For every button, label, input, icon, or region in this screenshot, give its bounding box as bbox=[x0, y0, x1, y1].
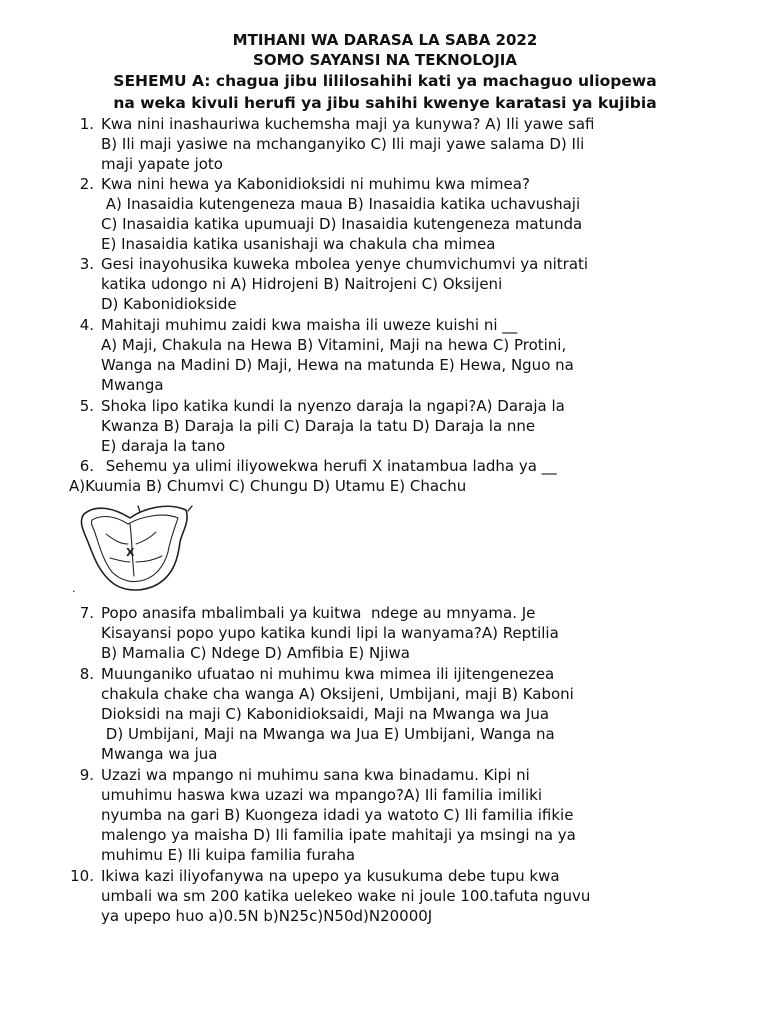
subject-title: SOMO SAYANSI NA TEKNOLOJIA bbox=[253, 51, 517, 69]
question-text-line: Kwa nini hewa ya Kabonidioksidi ni muhimu kwa mimea? bbox=[101, 175, 530, 193]
question-text-line: Mwanga bbox=[101, 376, 164, 394]
exam-title: MTIHANI WA DARASA LA SABA 2022 bbox=[232, 31, 538, 49]
question-text-line: E) Inasaidia katika usanishaji wa chakula cha mimea bbox=[101, 235, 496, 253]
question-text-line: Kwanza B) Daraja la pili C) Daraja la tatu D) Daraja la nne bbox=[101, 417, 536, 435]
question-text-line: C) Inasaidia katika upumuaji D) Inasaidia kutengeneza matunda bbox=[101, 215, 583, 233]
question-text-line: nyumba na gari B) Kuongeza idadi ya watoto C) Ili familia ifikie bbox=[101, 806, 574, 824]
question-number: 7. bbox=[79, 604, 94, 622]
question-number: 1. bbox=[79, 115, 94, 133]
question-text-line: A) Inasaidia kutengeneza maua B) Inasaidia katika uchavushaji bbox=[101, 195, 581, 213]
question-text-line: Popo anasifa mbalimbali ya kuitwa ndege au mnyama. Je bbox=[101, 604, 536, 622]
question-text-line: umbali wa sm 200 katika uelekeo wake ni joule 100.tafuta nguvu bbox=[101, 887, 591, 905]
tongue-diagram bbox=[70, 500, 200, 595]
question-text-line: D) Umbijani, Maji na Mwanga wa Jua E) Umbijani, Wanga na bbox=[101, 725, 555, 743]
question-text-line: malengo ya maisha D) Ili familia ipate mahitaji ya msingi na ya bbox=[101, 826, 576, 844]
instruction-line-1: SEHEMU A: chagua jibu lililosahihi kati ya machaguo uliopewa bbox=[113, 72, 657, 90]
question-text-line: Shoka lipo katika kundi la nyenzo daraja la ngapi?A) Daraja la bbox=[101, 397, 565, 415]
question-text-line: maji yapate joto bbox=[101, 155, 223, 173]
question-text-line: Sehemu ya ulimi iliyowekwa herufi X inatambua ladha ya __ bbox=[101, 457, 557, 475]
tongue-tick bbox=[138, 506, 140, 512]
instruction-line-2: na weka kivuli herufi ya jibu sahihi kwenye karatasi ya kujibia bbox=[113, 94, 657, 112]
exam-header bbox=[0, 30, 770, 114]
question-text-line: Ikiwa kazi iliyofanywa na upepo ya kusukuma debe tupu kwa bbox=[101, 867, 560, 885]
tongue-region-line bbox=[106, 534, 128, 544]
question-number: 9. bbox=[79, 766, 94, 784]
question-text-line: B) Ili maji yasiwe na mchanganyiko C) Ili maji yawe salama D) Ili bbox=[101, 135, 585, 153]
question-text-line: B) Mamalia C) Ndege D) Amfibia E) Njiwa bbox=[101, 644, 410, 662]
tongue-x-label: X bbox=[126, 546, 135, 559]
question-text-line: Gesi inayohusika kuweka mbolea yenye chumvichumvi ya nitrati bbox=[101, 255, 589, 273]
question-number: 10. bbox=[70, 867, 94, 885]
question-number: 6. bbox=[79, 457, 94, 475]
question-number: 5. bbox=[79, 397, 94, 415]
question-text-line: muhimu E) Ili kuipa familia furaha bbox=[101, 846, 356, 864]
tongue-region-line bbox=[136, 532, 156, 544]
tongue-tick bbox=[188, 506, 192, 511]
question-number: 4. bbox=[79, 316, 94, 334]
question-text-line: Muunganiko ufuatao ni muhimu kwa mimea ili ijitengenezea bbox=[101, 665, 555, 683]
question-text-line: Kisayansi popo yupo katika kundi lipi la wanyama?A) Reptilia bbox=[101, 624, 559, 642]
question-text-line: Dioksidi na maji C) Kabonidioksaidi, Maji na Mwanga wa Jua bbox=[101, 705, 550, 723]
question-text-line: katika udongo ni A) Hidrojeni B) Naitrojeni C) Oksijeni bbox=[101, 275, 503, 293]
stray-mark: . bbox=[72, 582, 76, 595]
question-text-line: Wanga na Madini D) Maji, Hewa na matunda E) Hewa, Nguo na bbox=[101, 356, 574, 374]
question-text-line: Kwa nini inashauriwa kuchemsha maji ya kunywa? A) Ili yawe safi bbox=[101, 115, 595, 133]
question-number: 8. bbox=[79, 665, 94, 683]
question-text-line: E) daraja la tano bbox=[101, 437, 226, 455]
question-6-options: A)Kuumia B) Chumvi C) Chungu D) Utamu E) Chachu bbox=[69, 477, 467, 495]
question-number: 2. bbox=[79, 175, 94, 193]
question-number: 3. bbox=[79, 255, 94, 273]
question-text-line: A) Maji, Chakula na Hewa B) Vitamini, Maji na hewa C) Protini, bbox=[101, 336, 567, 354]
question-text-line: Mwanga wa jua bbox=[101, 745, 218, 763]
question-text-line: D) Kabonidiokside bbox=[101, 295, 237, 313]
tongue-region-line bbox=[136, 556, 162, 562]
question-text-line: umuhimu haswa kwa uzazi wa mpango?A) Ili familia imiliki bbox=[101, 786, 543, 804]
question-text-line: chakula chake cha wanga A) Oksijeni, Umbijani, maji B) Kaboni bbox=[101, 685, 574, 703]
tongue-inner-outline bbox=[91, 515, 178, 581]
question-text-line: ya upepo huo a)0.5N b)N25c)N50d)N20000J bbox=[101, 907, 433, 925]
question-text-line: Mahitaji muhimu zaidi kwa maisha ili uweze kuishi ni __ bbox=[101, 316, 518, 334]
question-text-line: Uzazi wa mpango ni muhimu sana kwa binadamu. Kipi ni bbox=[101, 766, 530, 784]
